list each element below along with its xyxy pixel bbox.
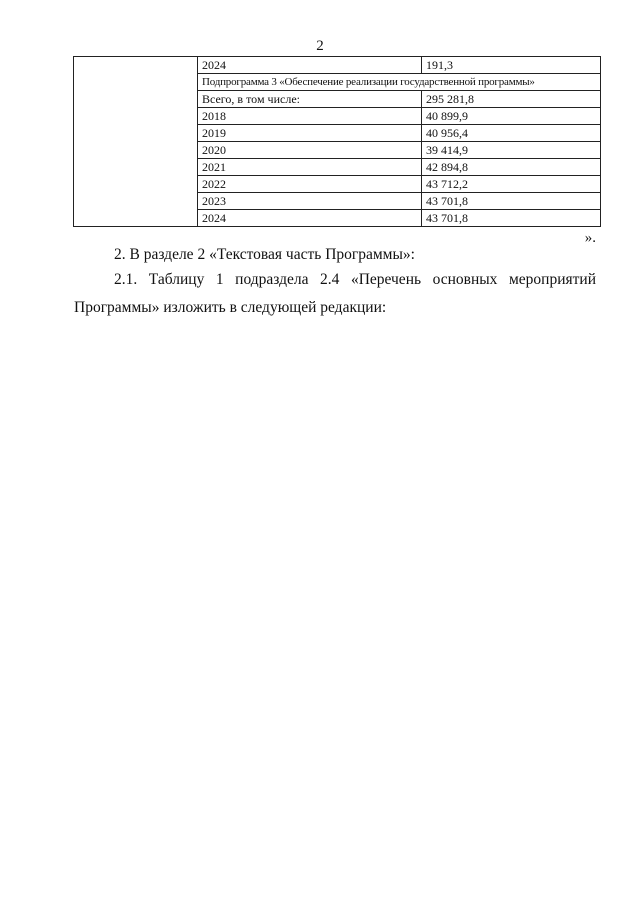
year-cell: 2024 — [198, 210, 422, 227]
total-amount-cell: 295 281,8 — [422, 91, 601, 108]
year-cell: 2024 — [198, 57, 422, 74]
closing-quote: ». — [584, 230, 596, 246]
amount-cell: 40 956,4 — [422, 125, 601, 142]
year-cell: 2019 — [198, 125, 422, 142]
page-number: 2 — [316, 38, 324, 54]
amount-cell: 43 712,2 — [422, 176, 601, 193]
subprogram-title-cell: Подпрограмма 3 «Обеспечение реализации государственной программы» — [198, 74, 601, 91]
amount-cell: 39 414,9 — [422, 142, 601, 159]
year-cell: 2022 — [198, 176, 422, 193]
table-row — [74, 57, 601, 74]
total-label-cell: Всего, в том числе: — [198, 91, 422, 108]
amount-cell: 43 701,8 — [422, 210, 601, 227]
empty-label-cell — [74, 57, 198, 227]
year-cell: 2018 — [198, 108, 422, 125]
item-2-1-paragraph: 2.1. Таблицу 1 подраздела 2.4 «Перечень основных мероприятий Программы» изложить в следующей редакции: — [74, 271, 596, 316]
financing-table — [73, 56, 601, 227]
year-cell: 2021 — [198, 159, 422, 176]
section-2-paragraph: 2. В разделе 2 «Текстовая часть Программы»: — [114, 246, 415, 263]
year-cell: 2020 — [198, 142, 422, 159]
amount-cell: 40 899,9 — [422, 108, 601, 125]
amount-cell: 191,3 — [422, 57, 601, 74]
amount-cell: 42 894,8 — [422, 159, 601, 176]
year-cell: 2023 — [198, 193, 422, 210]
amount-cell: 43 701,8 — [422, 193, 601, 210]
